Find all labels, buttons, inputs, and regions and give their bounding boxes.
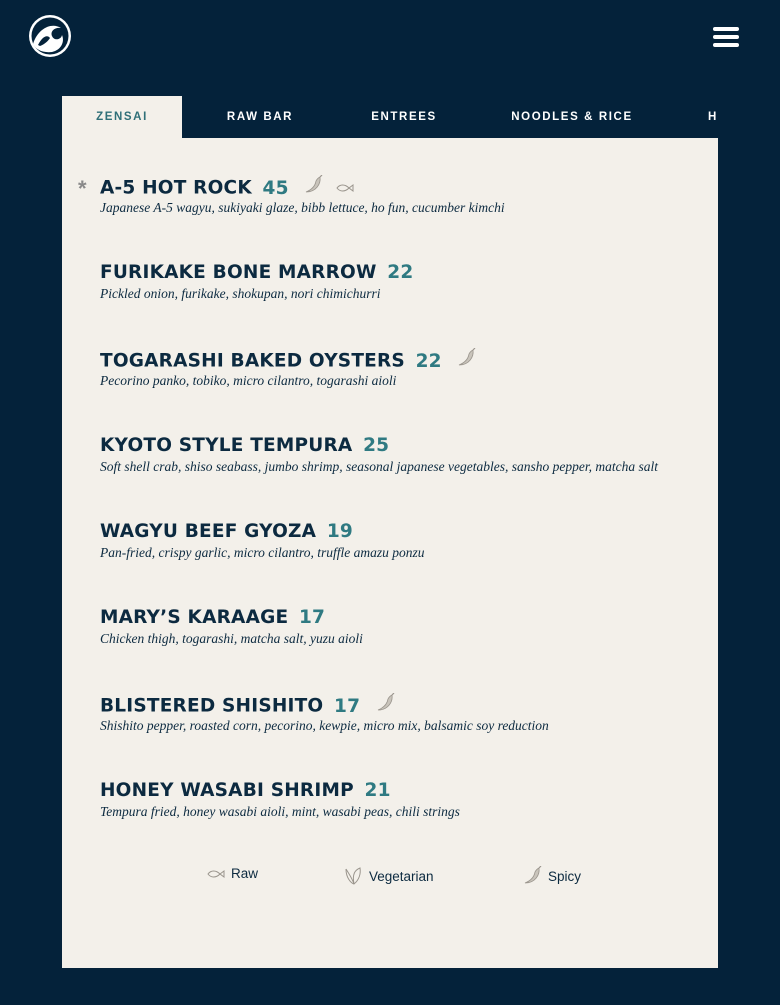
legend-label-raw: Raw [231,866,259,881]
menu-item-title [100,348,476,372]
legend-spicy [522,866,581,886]
tab-raw-bar[interactable]: RAW BAR [226,111,294,123]
menu-item-title [100,779,460,803]
legend-raw [205,866,258,881]
menu-item-price: 17 [334,695,361,717]
tab-noodles-rice[interactable]: NOODLES & RICE [511,111,633,123]
menu-item-name: TOGARASHI BAKED OYSTERS [100,350,405,372]
menu-item-name: A-5 HOT ROCK [100,177,252,199]
menu-item-name: WAGYU BEEF GYOZA [100,521,317,542]
category-tabs [62,96,780,138]
menu-item-description: Japanese A-5 wagyu, sukiyaki glaze, bibb lettuce, ho fun, cucumber kimchi [100,200,505,215]
menu-item-description: Soft shell crab, shiso seabass, jumbo shrimp, seasonal japanese vegetables, sansho pepper, matcha salt [100,459,658,474]
menu-item [100,348,476,389]
raw-fish-icon [205,868,225,880]
menu-item-price: 22 [415,350,442,372]
menu-item [100,779,460,820]
menu-item-price: 45 [262,177,289,199]
menu-item-description: Pecorino panko, tobiko, micro cilantro, togarashi aioli [100,373,397,388]
menu-item-title [100,693,549,717]
tab-entrees[interactable]: ENTREES [371,111,437,123]
menu-item-description: Pan-fried, crispy garlic, micro cilantro, truffle amazu ponzu [100,545,425,560]
menu-item-title [100,175,505,199]
menu-bar-2 [713,35,739,39]
menu-item [100,261,413,302]
menu-item-name: MARY’S KARAAGE [100,607,289,628]
menu-item-description: Chicken thigh, togarashi, matcha salt, yuzu aioli [100,631,363,646]
menu-item-price: 25 [363,435,390,456]
menu-item-title [100,434,658,458]
menu-item [100,693,549,734]
menu-item [100,175,505,216]
menu-item-title [100,520,424,544]
menu-bar-1 [713,27,739,31]
menu-item-price: 17 [298,607,326,628]
vegetarian-leaf-icon [343,866,363,886]
menu-item-price: 22 [387,262,414,283]
menu-item-name: BLISTERED SHISHITO [100,695,324,717]
legend-vegetarian [343,866,434,886]
spicy-pepper-icon [303,175,323,202]
menu-item-description: Tempura fried, honey wasabi aioli, mint, wasabi peas, chili strings [100,804,460,819]
hamburger-menu-icon[interactable] [713,27,739,49]
legend-label-vegetarian: Vegetarian [369,868,434,884]
spicy-pepper-icon [375,693,395,720]
menu-item-name: HONEY WASABI SHRIMP [100,780,354,801]
tab-partial[interactable]: H [708,111,718,123]
raw-fish-icon [334,177,354,201]
spicy-pepper-icon [456,348,476,375]
menu-item-description: Pickled onion, furikake, shokupan, nori chimichurri [100,286,381,301]
spicy-pepper-icon [522,866,542,886]
menu-item [100,434,658,475]
menu-bar-3 [713,43,739,47]
menu-item-title [100,261,413,285]
chef-special-icon: * [78,176,87,201]
menu-item-name: FURIKAKE BONE MARROW [100,262,377,283]
menu-item-name: KYOTO STYLE TEMPURA [100,435,353,456]
tab-zensai[interactable]: ZENSAI [62,96,182,138]
menu-item-description: Shishito pepper, roasted corn, pecorino, kewpie, micro mix, balsamic soy reduction [100,718,549,733]
menu-panel [62,138,718,968]
menu-item [100,606,363,647]
menu-item [100,520,424,561]
great-wave-logo[interactable] [28,14,72,58]
menu-item-title [100,606,363,630]
menu-item-price: 21 [364,780,391,801]
menu-item-price: 19 [326,521,353,542]
legend-label-spicy: Spicy [548,868,582,884]
